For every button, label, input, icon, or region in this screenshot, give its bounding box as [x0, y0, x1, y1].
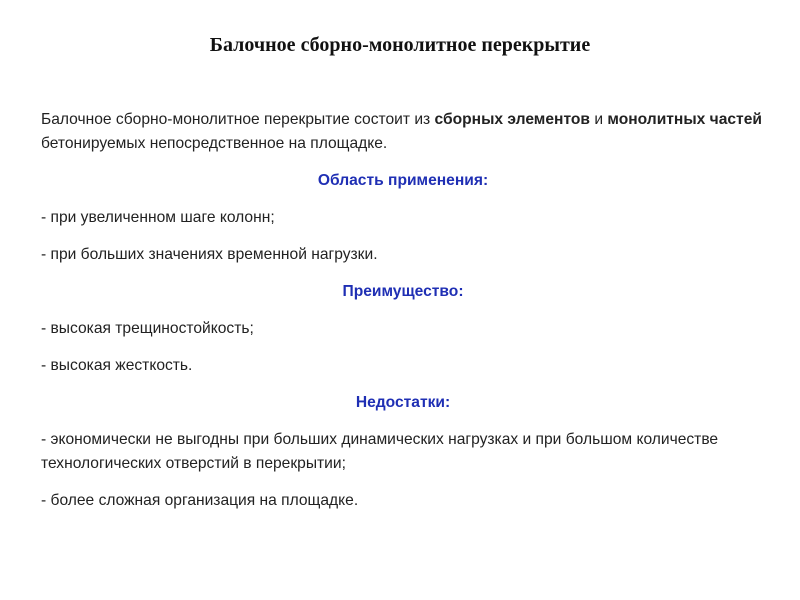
intro-paragraph: [41, 108, 765, 156]
disadvantage-item: - более сложная организация на площадке.: [41, 492, 359, 509]
intro-bold-precast: сборных элементов: [434, 111, 590, 128]
intro-text-2: и: [589, 111, 608, 128]
intro-text-3: бетонируемых непосредственное на площадке.: [41, 135, 388, 152]
advantages-heading: Преимущество:: [342, 283, 464, 300]
disadvantage-item: - экономически не выгодны при больших динамических нагрузках и при большом количестве технологических отверстий в перекрытии;: [41, 431, 719, 472]
scope-item: - при увеличенном шаге колонн;: [41, 209, 275, 226]
scope-item: - при больших значениях временной нагрузки.: [41, 246, 378, 263]
advantage-item: - высокая трещиностойкость;: [41, 320, 254, 337]
disadvantages-heading: Недостатки:: [355, 394, 451, 411]
intro-bold-monolithic: монолитных частей: [607, 111, 762, 128]
page-title: Балочное сборно-монолитное перекрытие: [209, 34, 591, 56]
scope-heading: Область применения:: [317, 172, 489, 189]
advantage-item: - высокая жесткость.: [41, 357, 193, 374]
slide-body: [41, 108, 765, 526]
intro-text-1: Балочное сборно-монолитное перекрытие состоит из: [41, 111, 435, 128]
